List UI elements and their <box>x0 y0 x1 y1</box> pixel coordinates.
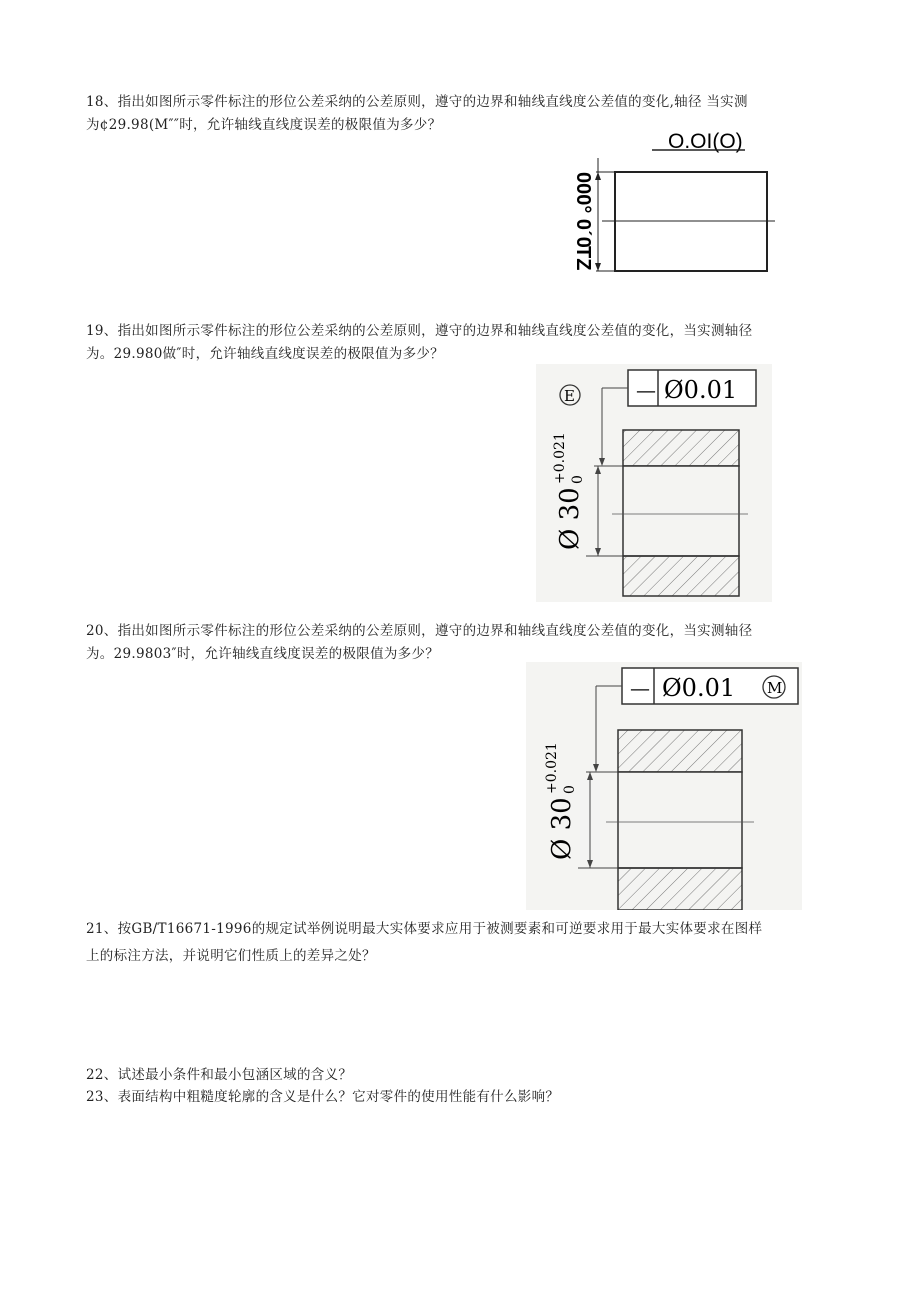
figure-19-arrow-bottom <box>595 548 601 556</box>
figure-19-dim-lower: 0 <box>570 475 586 484</box>
figure-19-hatch-top <box>623 430 739 466</box>
figure-20 <box>526 662 802 910</box>
question-19 <box>86 320 836 366</box>
figure-18-arrow-bottom <box>595 263 601 271</box>
question-20-line-2: 为。29.9803″时，允许轴线直线度误差的极限值为多少？ <box>86 646 440 662</box>
figure-20-leader-arrow <box>593 764 599 772</box>
question-20-line-1: 20、指出如图所示零件标注的形位公差采纳的公差原则，遵守的边界和轴线直线度公差值的变化，当实测轴径 <box>86 623 753 639</box>
question-23 <box>86 1086 836 1109</box>
figure-18-tolerance-label: O.OI(O) <box>668 130 743 153</box>
question-22 <box>86 1064 836 1087</box>
figure-19-arrow-top <box>595 466 601 474</box>
figure-19-dim-upper: +0.021 <box>552 432 568 484</box>
figure-19-dim-text: Ø 30 <box>555 487 585 550</box>
figure-20-straightness-symbol: — <box>630 676 650 700</box>
question-21-line-1: 21、按GB/T16671-1996的规定试举例说明最大实体要求应用于被测要素和可逆要求用于最大实体要求在图样 <box>86 921 763 937</box>
figure-19-dimension-text <box>552 432 586 550</box>
question-19-line-1: 19、指出如图所示零件标注的形位公差采纳的公差原则，遵守的边界和轴线直线度公差值的变化，当实测轴径 <box>86 323 753 339</box>
figure-19-leader-arrow <box>599 458 605 466</box>
question-20 <box>86 620 836 666</box>
figure-19-straightness-symbol: — <box>636 378 656 402</box>
figure-20-hatch-bottom <box>618 868 742 910</box>
question-18-line-2: 为¢29.98(M″″时，允许轴线直线度误差的极限值为多少？ <box>86 117 442 133</box>
figure-19-bore <box>623 466 739 556</box>
figure-18 <box>540 124 790 284</box>
figure-20-dim-text: Ø 30 <box>547 797 577 860</box>
question-21 <box>86 918 836 968</box>
figure-20-hatch-top <box>618 730 742 772</box>
question-22-line-1: 22、试述最小条件和最小包涵区域的含义？ <box>86 1067 353 1083</box>
figure-19 <box>536 364 772 602</box>
question-18-line-1: 18、指出如图所示零件标注的形位公差采纳的公差原则，遵守的边界和轴线直线度公差值的变化,轴径 当实测 <box>86 94 748 110</box>
question-21-line-2: 上的标注方法，并说明它们性质上的差异之处？ <box>86 948 376 964</box>
figure-20-bore <box>618 772 742 868</box>
figure-20-frame-value: Ø0.01 <box>662 674 736 702</box>
figure-19-envelope-letter: E <box>564 387 575 405</box>
figure-19-frame-value: Ø0.01 <box>664 376 738 404</box>
figure-20-mmc-letter: M <box>767 679 783 697</box>
figure-20-arrow-top <box>587 772 593 780</box>
figure-18-dimension-text <box>572 172 594 270</box>
figure-19-hatch-bottom <box>623 556 739 596</box>
figure-18-arrow-top <box>595 172 601 180</box>
figure-18-dim-upper: TZ <box>572 246 594 271</box>
figure-20-arrow-bottom <box>587 860 593 868</box>
figure-20-dim-upper: +0.021 <box>544 742 560 794</box>
question-23-line-1: 23、表面结构中粗糙度轮廓的含义是什么？它对零件的使用性能有什么影响？ <box>86 1089 560 1105</box>
figure-18-dim-lower: 000° 0ˊ0 <box>572 172 594 248</box>
figure-20-dim-lower: 0 <box>562 785 578 794</box>
question-19-line-2: 为。29.980做″时，允许轴线直线度误差的极限值为多少？ <box>86 346 444 362</box>
figure-20-dimension-text <box>544 742 578 860</box>
